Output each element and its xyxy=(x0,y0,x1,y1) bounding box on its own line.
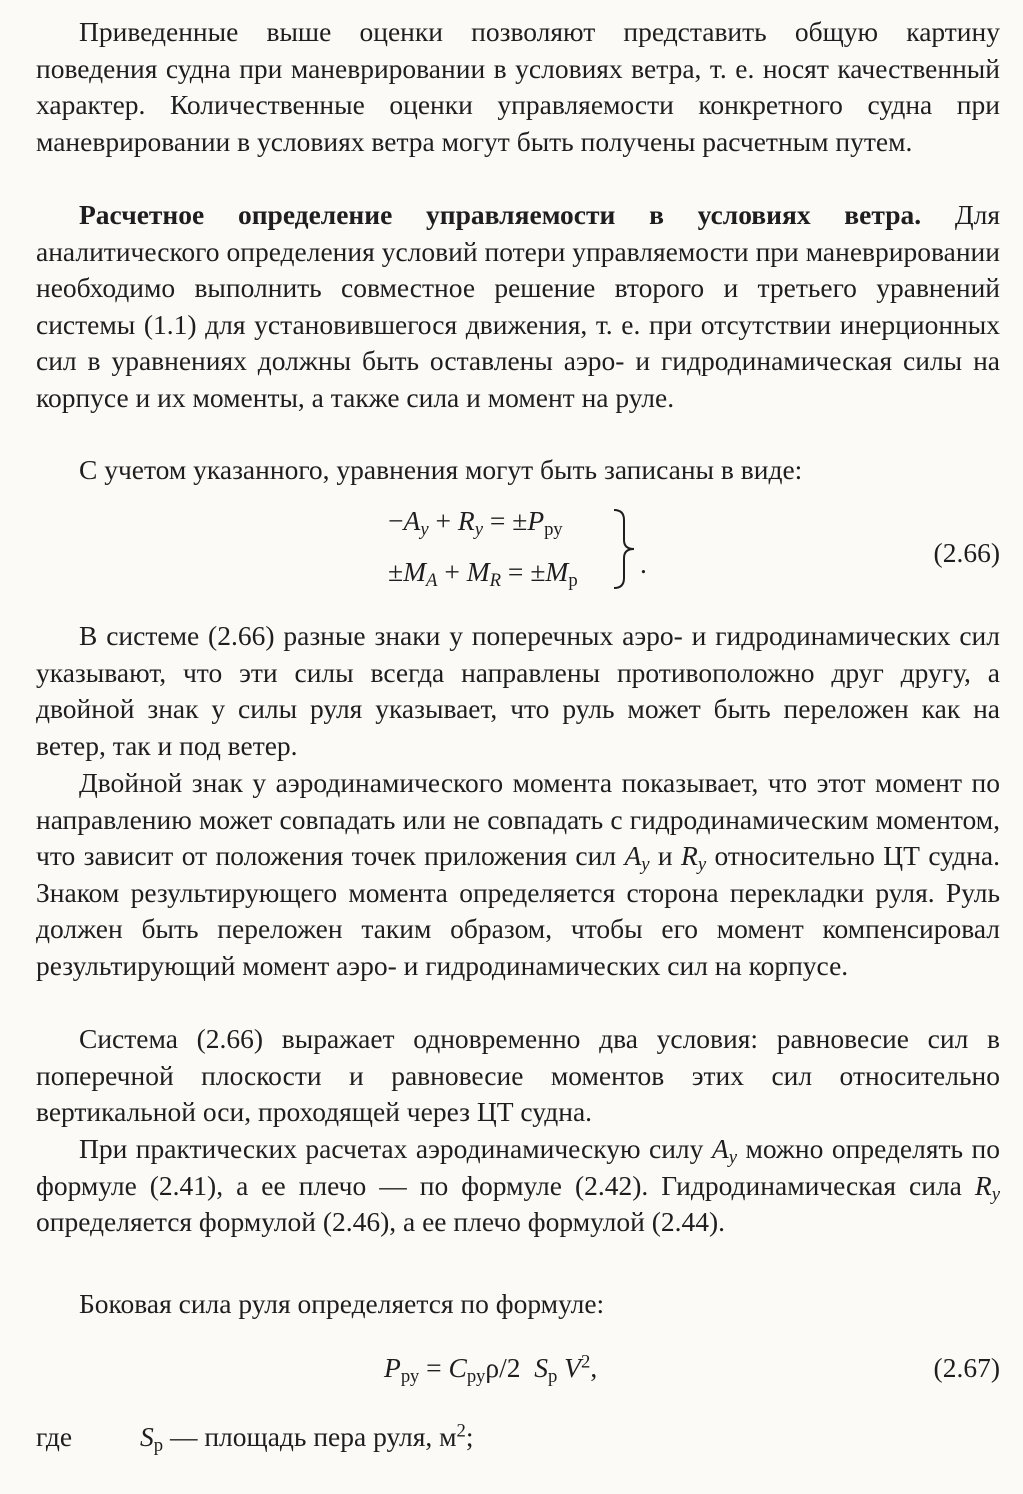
paragraph-equations-intro: С учетом указанного, уравнения могут быть записаны в виде: xyxy=(79,454,803,485)
equation-266-period: . xyxy=(640,548,647,579)
equation-267: $P_{ру} = C_{ру}\rho/2$ $S_р$ $V^2$, xyxy=(384,1351,598,1388)
equation-266-number: (2.66) xyxy=(933,537,1000,568)
paragraph-intro: Приведенные выше оценки позволяют представить общую картину поведения судна при маневрировании в условиях ветра, т. е. носят качественный характер. Количественные оценки управляемости конкретного судна при маневрировании в условиях ветра могут быть получены расчетным путем. xyxy=(36,16,1000,157)
where-definition: $S_р$ — площадь пера руля, $м^2$; xyxy=(140,1420,474,1457)
paragraph-practical: При практических расчетах аэродинамическую силу $A_y$ можно определять по формуле (2.41), а ее плечо — по формуле (2.42). Гидродинамическая сила $R_y$ определяется формулой (2.46), а ее плечо формулой (2.44). xyxy=(36,1133,1000,1238)
where-label: где xyxy=(36,1421,73,1452)
paragraph-moment: Двойной знак у аэродинамического момента показывает, что этот момент по направлению может совпадать или не совпадать с гидродинамическим моментом, что зависит от положения точек приложения сил $A_y$ и $R_y$ относительно ЦТ судна. Знаком результирующего момента определяется сторона перекладки руля. Руль должен быть переложен таким образом, чтобы его момент компенсировал результирующий момент аэро- и гидродинамических сил на корпусе. xyxy=(36,767,1000,981)
equation-267-number: (2.67) xyxy=(933,1352,1000,1383)
equation-266-line1: $-A_y + R_y = \pm P_{ру}$ xyxy=(388,505,563,541)
paragraph-calculation: Расчетное определение управляемости в условиях ветра. Для аналитического определения условий потери управляемости при маневрировании необходимо выполнить совместное решение второго и третьего уравнений системы (1.1) для установившегося движения, т. е. при отсутствии инерционных сил в уравнениях должны быть оставлены аэро- и гидродинамическая силы на корпусе и их моменты, а также сила и момент на руле. xyxy=(36,199,1000,413)
paragraph-rudder-force: Боковая сила руля определяется по формуле: xyxy=(79,1288,605,1319)
paragraph-signs: В системе (2.66) разные знаки у поперечных аэро- и гидродинамических сил указывают, что эти силы всегда направлены противоположно друг другу, а двойной знак у силы руля указывает, что руль может быть переложен как на ветер, так и под ветер. xyxy=(36,620,1000,761)
right-brace xyxy=(610,508,640,590)
paragraph-system: Система (2.66) выражает одновременно два условия: равновесие сил в поперечной плоскости и равновесие моментов этих сил относительно вертикальной оси, проходящей через ЦТ судна. xyxy=(36,1023,1000,1128)
equation-266-line2: $\pm M_A + M_R = \pm M_р$ xyxy=(388,556,578,592)
section-heading: Расчетное определение управляемости в условиях ветра. xyxy=(79,199,922,230)
